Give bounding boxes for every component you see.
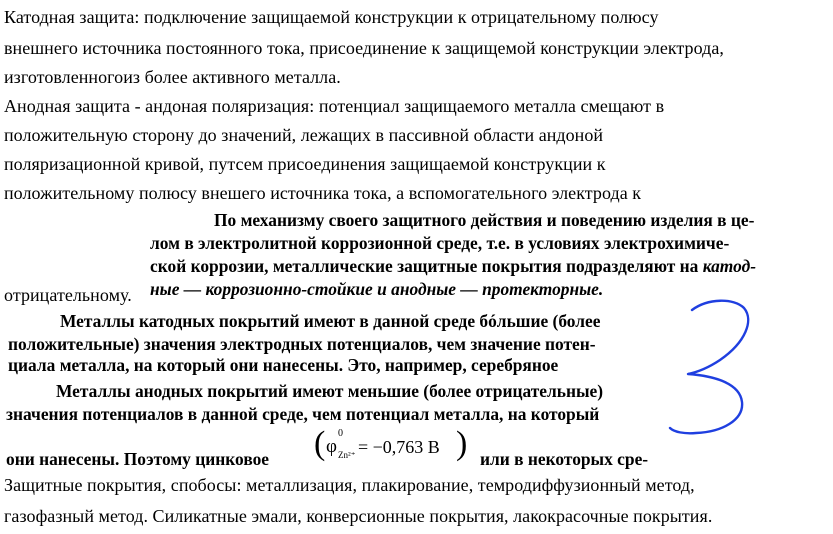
formula-superscript: 0 [338,428,343,439]
cathodic-line-2: положительные) значения электродных потенциалов, чем значение потен- [8,334,596,354]
intro-line-4: Анодная защита - андоная поляризация: потенциал защищаемого металла смещают в [4,96,665,116]
cathodic-line-1: Металлы катодных покрытий имеют в данной среде бóльшие (более [60,311,601,331]
formula-open-paren: ( [314,425,326,462]
mechanism-line-3 [150,255,756,277]
handwritten-three-annotation [660,296,756,440]
mechanism-line-3-text: ской коррозии, металлические защитные покрытия подразделяют на [150,256,703,276]
intro-line-1: Катодная защита: подключение защищаемой конструкции к отрицательному полюсу [4,7,659,27]
intro-line-8: отрицательному. [4,285,132,305]
anodic-line-3-start: они нанесены. Поэтому цинковое [6,449,270,469]
intro-line-3: изготовленногоиз более активного металла. [4,67,341,87]
formula-symbol: φ [326,436,337,457]
intro-line-7: положительному полюсу внешего источника тока, а вспомогательного электрода к [4,183,642,203]
handwriting-stroke [670,301,748,434]
cathodic-line-3: циала металла, на который они нанесены. Это, например, серебряное [8,355,559,375]
formula-value: = −0,763 В [358,437,440,457]
mechanism-line-3-italic: катод- [702,256,756,276]
intro-line-2: внешнего источника постоянного тока, присоединение к защищемой конструкции электрода, [4,38,724,58]
mechanism-line-1: По механизму своего защитного действия и поведению изделия в це- [214,210,755,230]
anodic-line-3-end: или в некоторых сре- [480,449,649,469]
anodic-line-1: Металлы анодных покрытий имеют меньшие (более отрицательные) [56,381,604,401]
intro-line-5: положительную сторону до значений, лежащих в пассивной области андоной [4,125,604,145]
zinc-potential-formula [314,425,468,463]
outro-line-1: Защитные покрытия, спобосы: металлизация, плакирование, темродиффузионный метод, [4,475,695,495]
formula-close-paren: ) [456,425,468,462]
mechanism-line-4: ные — коррозионно-стойкие и анодные — протекторные. [150,279,604,299]
mechanism-line-2: лом в электролитной коррозионной среде, т.е. в условиях электрохимиче- [150,233,730,253]
formula-subscript: Zn²⁺ [338,450,356,460]
outro-line-2: газофазный метод. Силикатные эмали, конверсионные покрытия, лакокрасочные покрытия. [4,506,713,526]
intro-line-6: поляризационной кривой, путсем присоединения защищаемой конструкции к [4,154,606,174]
anodic-line-2: значения потенциалов в данной среде, чем потенциал металла, на который [6,404,600,424]
